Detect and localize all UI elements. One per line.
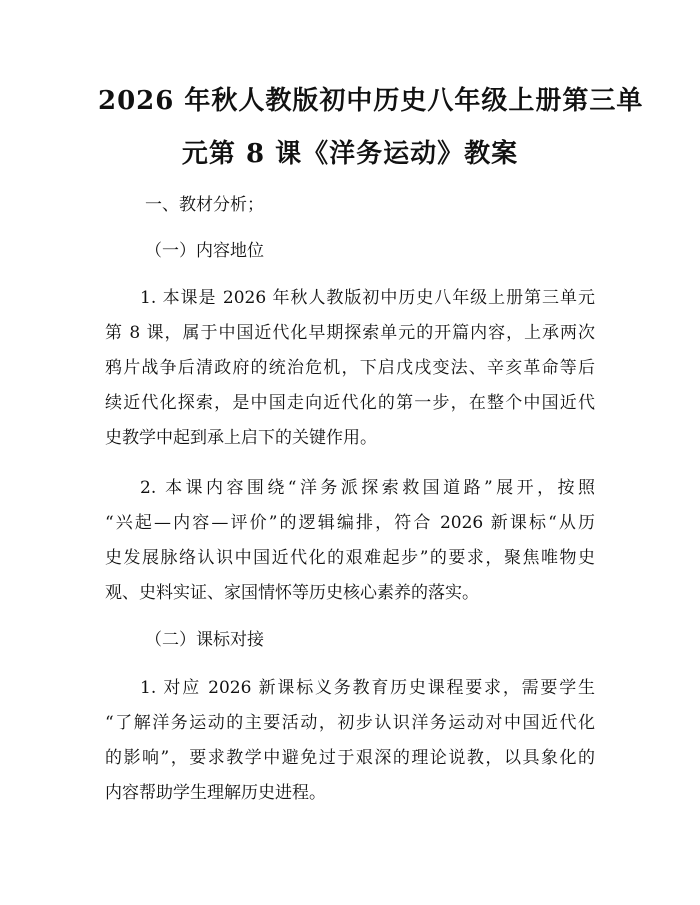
paragraph-line: 第 8 课，属于中国近代化早期探索单元的开篇内容，上承两次 [105, 323, 595, 343]
paragraph-line: 史教学中起到承上启下的关键作用。 [105, 428, 377, 448]
paragraph-line: 内容帮助学生理解历史进程。 [105, 783, 326, 803]
paragraph-line: “兴起—内容—评价”的逻辑编排，符合 2026 新课标“从历 [105, 513, 595, 533]
paragraph-line: 1. 对应 2026 新课标义务教育历史课程要求，需要学生 [140, 678, 595, 698]
paragraph-line: 续近代化探索，是中国走向近代化的第一步，在整个中国近代 [105, 393, 595, 413]
paragraph-line: 鸦片战争后清政府的统治危机，下启戊戌变法、辛亥革命等后 [105, 358, 595, 378]
paragraph-line: 2. 本课内容围绕“洋务派探索救国道路”展开，按照 [140, 478, 595, 498]
subsection-heading-content-position: （一）内容地位 [145, 241, 264, 261]
paragraph-line: 1. 本课是 2026 年秋人教版初中历史八年级上册第三单元 [140, 288, 595, 308]
paragraph-line: 的影响”，要求教学中避免过于艰深的理论说教，以具象化的 [105, 748, 595, 768]
paragraph-line: “了解洋务运动的主要活动，初步认识洋务运动对中国近代化 [105, 713, 595, 733]
paragraph-line: 史发展脉络认识中国近代化的艰难起步”的要求，聚焦唯物史 [105, 548, 595, 568]
paragraph-line: 观、史料实证、家国情怀等历史核心素养的落实。 [105, 583, 479, 603]
document-title-line-2: 元第 8 课《洋务运动》教案 [181, 139, 519, 169]
document-title-line-1: 2026 年秋人教版初中历史八年级上册第三单 [98, 86, 644, 116]
section-heading-textbook-analysis: 一、教材分析； [145, 195, 264, 215]
subsection-heading-curriculum-alignment: （二）课标对接 [145, 630, 264, 650]
